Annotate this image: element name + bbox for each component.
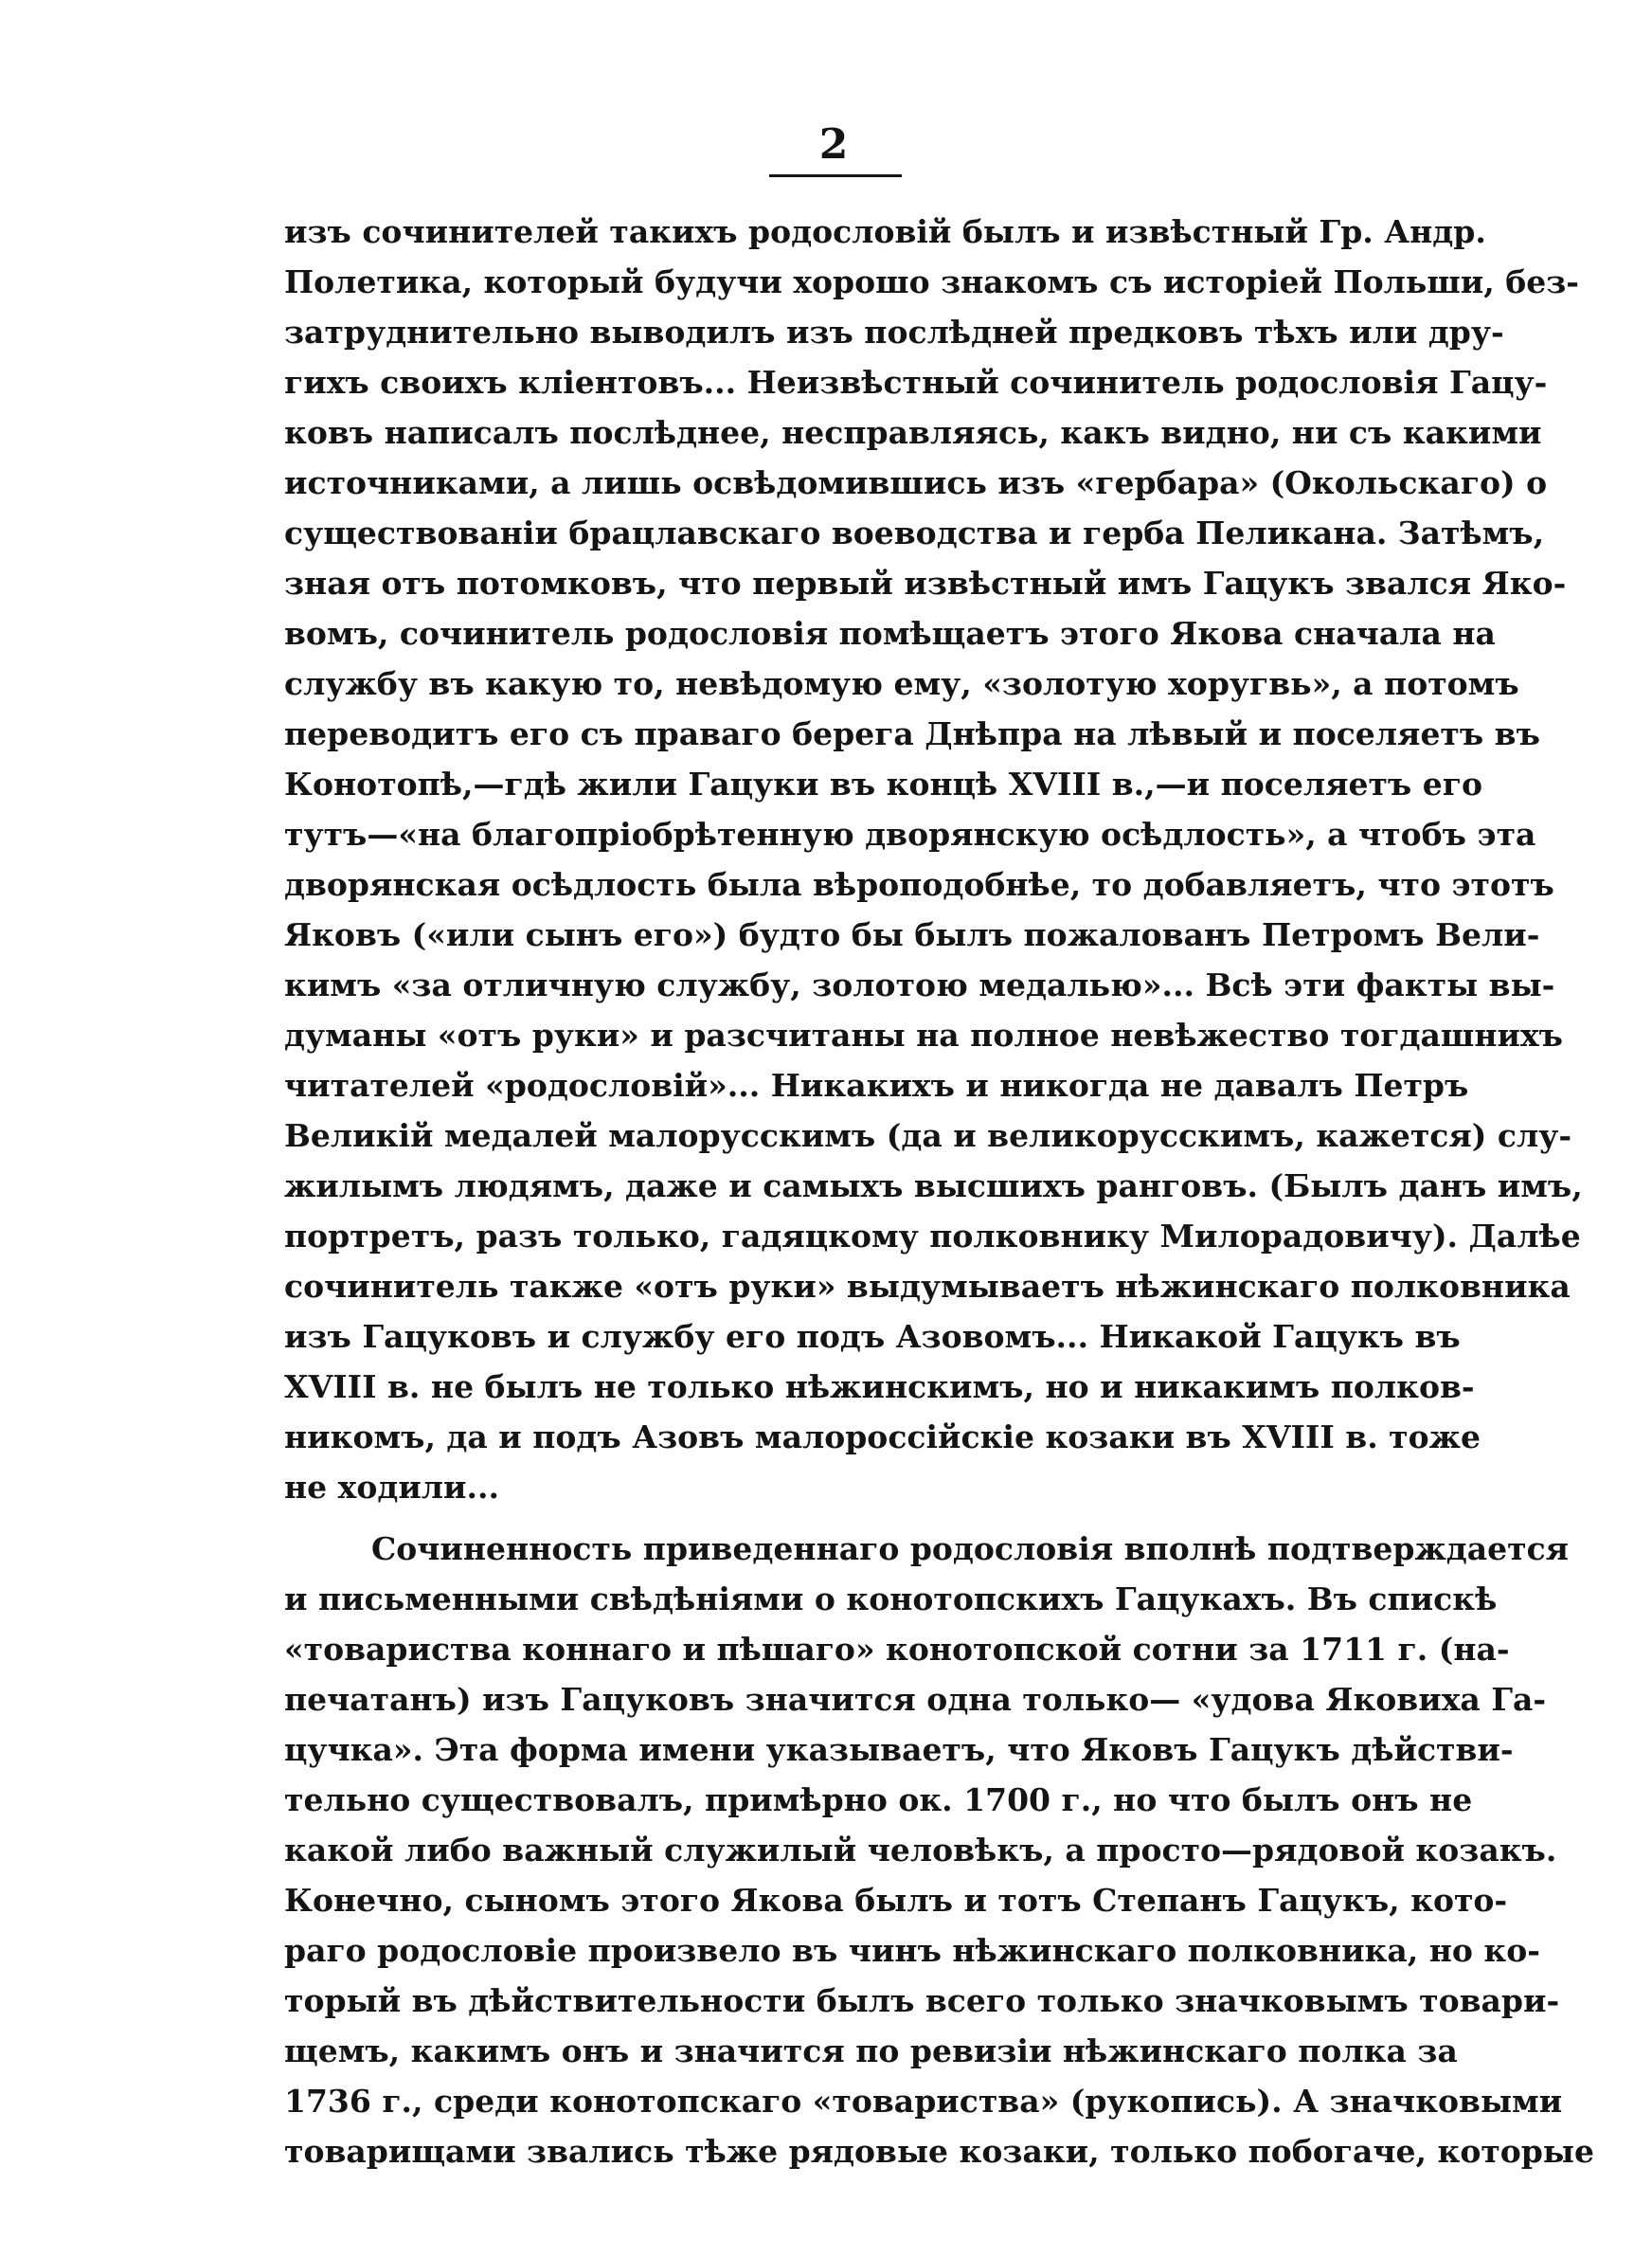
text-line: Конотопѣ,—гдѣ жили Гацуки въ концѣ XVIII в.,—и поселяетъ его	[284, 766, 1482, 803]
text-line: Великій медалей малорусскимъ (да и великорусскимъ, кажется) слу-	[284, 1117, 1572, 1154]
page-number: 2	[818, 120, 849, 169]
text-line: ковъ написалъ послѣднее, несправляясь, какъ видно, ни съ какими	[284, 414, 1542, 451]
text-line: и письменными свѣдѣніями о конотопскихъ Гацукахъ. Въ спискѣ	[284, 1580, 1498, 1617]
body-text	[284, 207, 1594, 2176]
text-line: 1736 г., среди конотопскаго «товариства» (рукопись). А значковыми	[284, 2083, 1563, 2120]
text-line: печатанъ) изъ Гацуковъ значится одна только— «удова Яковиха Га-	[284, 1681, 1547, 1718]
text-line: изъ Гацуковъ и службу его подъ Азовомъ... Никакой Гацукъ въ	[284, 1318, 1461, 1355]
text-line: затруднительно выводилъ изъ послѣдней предковъ тѣхъ или дру-	[284, 314, 1504, 351]
text-line: не ходили...	[284, 1469, 500, 1506]
text-line: зная отъ потомковъ, что первый извѣстный имъ Гацукъ звался Яко-	[284, 565, 1567, 602]
text-line: Сочиненность приведеннаго родословія вполнѣ подтверждается	[371, 1530, 1570, 1567]
text-line: цучка». Эта форма имени указываетъ, что Яковъ Гацукъ дѣйстви-	[284, 1731, 1514, 1768]
text-line: «товариства коннаго и пѣшаго» конотопской сотни за 1711 г. (на-	[284, 1631, 1510, 1668]
text-line: источниками, а лишь освѣдомившись изъ «гербара» (Окольскаго) о	[284, 464, 1548, 501]
text-line: жилымъ людямъ, даже и самыхъ высшихъ ранговъ. (Былъ данъ имъ,	[284, 1167, 1583, 1204]
text-line: какой либо важный служилый человѣкъ, а просто—рядовой козакъ.	[284, 1832, 1557, 1869]
text-line: щемъ, какимъ онъ и значится по ревизіи нѣжинскаго полка за	[284, 2032, 1458, 2069]
text-line: думаны «отъ руки» и разсчитаны на полное невѣжество тогдашнихъ	[284, 1017, 1563, 1054]
text-line: портретъ, разъ только, гадяцкому полковнику Милорадовичу). Далѣе	[284, 1218, 1581, 1255]
text-line: вомъ, сочинитель родословія помѣщаетъ этого Якова сначала на	[284, 615, 1496, 652]
text-line: сочинитель также «отъ руки» выдумываетъ нѣжинскаго полковника	[284, 1268, 1571, 1305]
paragraph	[284, 1524, 1594, 2176]
text-line: XVIII в. не былъ не только нѣжинскимъ, но и никакимъ полков-	[284, 1368, 1475, 1405]
text-line: Полетика, который будучи хорошо знакомъ съ исторіей Польши, без-	[284, 263, 1580, 300]
text-line: переводитъ его съ праваго берега Днѣпра на лѣвый и поселяетъ въ	[284, 715, 1540, 752]
text-line: тельно существовалъ, примѣрно ок. 1700 г., но что былъ онъ не	[284, 1781, 1473, 1818]
text-line: раго родословіе произвело въ чинъ нѣжинскаго полковника, но ко-	[284, 1932, 1540, 1969]
paragraph	[284, 207, 1583, 1512]
text-line: никомъ, да и подъ Азовъ малороссійскіе козаки въ XVIII в. тоже	[284, 1418, 1481, 1455]
text-line: Конечно, сыномъ этого Якова былъ и тотъ Степанъ Гацукъ, кото-	[284, 1882, 1508, 1919]
text-line: тутъ—«на благопріобрѣтенную дворянскую осѣдлость», а чтобъ эта	[284, 816, 1536, 853]
text-line: торый въ дѣйствительности былъ всего только значковымъ товари-	[284, 1982, 1560, 2019]
text-line: существованіи брацлавскаго воеводства и герба Пеликана. Затѣмъ,	[284, 515, 1545, 551]
text-line: гихъ своихъ кліентовъ... Неизвѣстный сочинитель родословія Гацу-	[284, 364, 1548, 401]
text-line: Яковъ («или сынъ его») будто бы былъ пожалованъ Петромъ Вели-	[284, 916, 1540, 953]
text-line: читателей «родословій»... Никакихъ и никогда не давалъ Петръ	[284, 1067, 1469, 1104]
page-number-underline	[769, 174, 902, 177]
text-line: товарищами звались тѣже рядовые козаки, только побогаче, которые	[284, 2133, 1594, 2170]
text-line: кимъ «за отличную службу, золотою медалью»... Всѣ эти факты вы-	[284, 966, 1555, 1003]
text-line: изъ сочинителей такихъ родословій былъ и извѣстный Гр. Андр.	[284, 213, 1486, 250]
text-line: дворянская осѣдлость была вѣроподобнѣе, то добавляетъ, что этотъ	[284, 866, 1554, 903]
text-line: службу въ какую то, невѣдомую ему, «золотую хоругвь», а потомъ	[284, 665, 1519, 702]
